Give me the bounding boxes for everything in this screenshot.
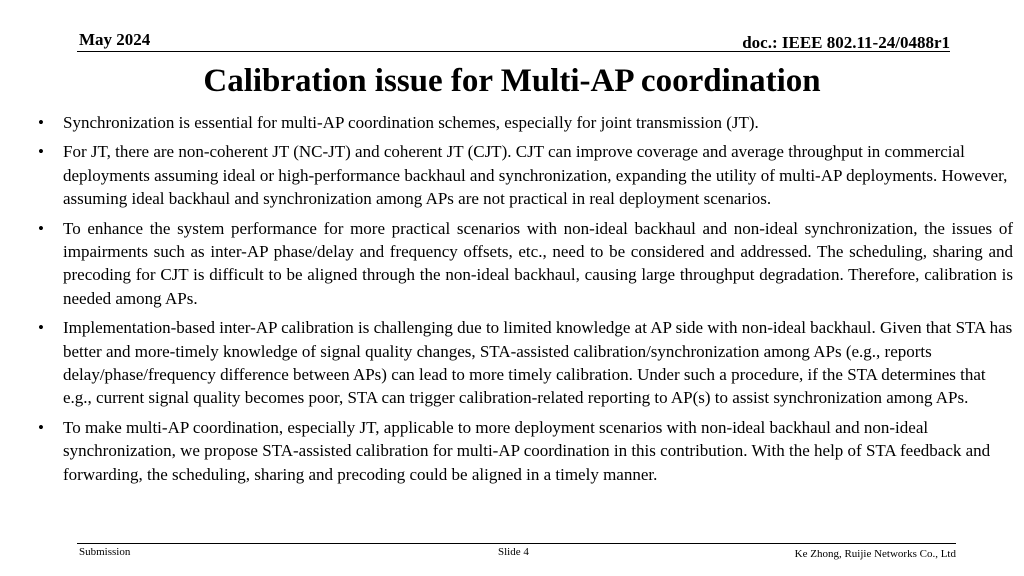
- bullet-list: [38, 111, 1013, 492]
- bullet-text: For JT, there are non-coherent JT (NC-JT) and coherent JT (CJT). CJT can improve coverage and average throughput in commercial deployments assuming ideal or high-performance backhaul and synchronization, expanding the utility of multi-AP deployments. However, assuming ideal backhaul and synchronization among APs are not practical in real deployment scenarios.: [63, 142, 1008, 209]
- bullet-item: [38, 217, 1013, 311]
- footer-author: Ke Zhong, Ruijie Networks Co., Ltd: [794, 548, 956, 560]
- bullet-dot: •: [38, 142, 44, 162]
- header-date: May 2024: [79, 30, 151, 49]
- bullet-dot: •: [38, 318, 44, 338]
- bullet-dot: •: [38, 417, 44, 437]
- bullet-item: [38, 416, 1013, 486]
- slide-title: Calibration issue for Multi-AP coordination: [203, 63, 821, 99]
- bullet-text: Implementation-based inter-AP calibration is challenging due to limited knowledge at AP side with non-ideal backhaul. Given that STA has better and more-timely knowledge of signal quality changes, STA-assisted calibration/synchronization among APs (e.g., reports delay/phase/frequency difference between APs) can lead to more timely calibration. Under such a procedure, if the STA determines that e.g., current signal quality becomes poor, STA can trigger calibration-related reporting to AP(s) to assist synchronization among APs.: [63, 318, 1013, 408]
- footer-slide-number: Slide 4: [498, 546, 529, 558]
- bullet-item: [38, 140, 1013, 210]
- bullet-dot: •: [38, 113, 44, 132]
- header-divider: [77, 51, 950, 52]
- bullet-text: Synchronization is essential for multi-AP coordination schemes, especially for joint transmission (JT).: [63, 113, 759, 132]
- footer-submission: Submission: [79, 546, 131, 558]
- header-doc-id: doc.: IEEE 802.11-24/0488r1: [742, 33, 950, 52]
- bullet-item: [38, 111, 1013, 134]
- footer-divider: [77, 543, 956, 544]
- bullet-text: To make multi-AP coordination, especially JT, applicable to more deployment scenarios with non-ideal backhaul and non-ideal synchronization, we propose STA-assisted calibration for multi-AP coordination in this contribution. With the help of STA feedback and forwarding, the scheduling, sharing and precoding could be aligned in a timely manner.: [63, 417, 991, 484]
- bullet-text: To enhance the system performance for more practical scenarios with non-ideal backhaul and non-ideal synchronization, the issues of impairments such as inter-AP phase/delay and frequency offsets, etc., need to be considered and addressed. The scheduling, sharing and precoding for CJT is difficult to be aligned through the non-ideal backhaul, causing large throughput degradation. Therefore, calibration is needed among APs.: [63, 218, 1013, 308]
- bullet-dot: •: [38, 218, 44, 238]
- bullet-item: [38, 316, 1013, 410]
